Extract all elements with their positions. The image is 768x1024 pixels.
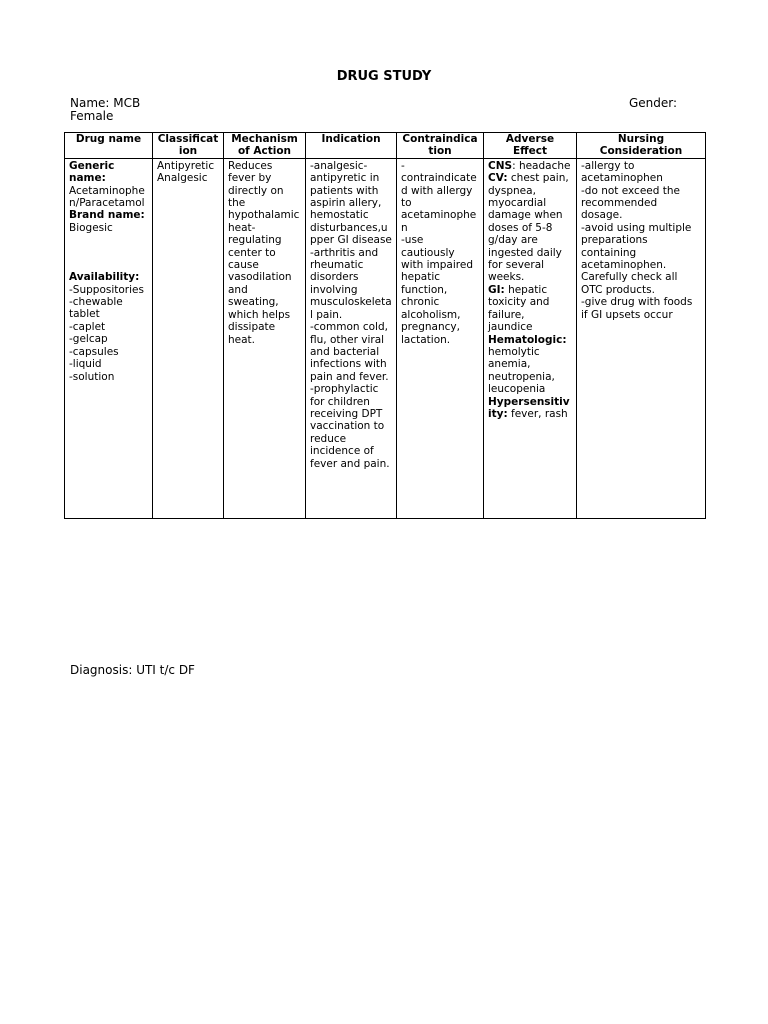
cell-contraindication bbox=[397, 158, 484, 518]
contraindication-item: -use cautiously with impaired hepatic function, chronic alcoholism, pregnancy, lactation. bbox=[401, 234, 473, 346]
indication-item: -arthritis and rheumatic disorders involving musculoskeletal pain. bbox=[310, 246, 392, 321]
page-title: DRUG STUDY bbox=[336, 69, 432, 84]
cv-text: chest pain, dyspnea, myocardial damage when doses of 5-8 g/day are ingested daily for several weeks. bbox=[488, 172, 569, 284]
classification-item: Antipyretic bbox=[157, 159, 215, 172]
gender-label: Gender: bbox=[629, 96, 678, 110]
indication-item: -common cold, flu, other viral and bacterial infections with pain and fever. bbox=[310, 321, 389, 383]
header-classification: Classification bbox=[153, 133, 224, 159]
table-row bbox=[65, 158, 706, 518]
availability-item: -Suppositories bbox=[69, 283, 144, 296]
generic-name-value: Acetaminophen/Paracetamol bbox=[69, 184, 145, 210]
cell-adverse-effect bbox=[484, 158, 577, 518]
gender-value: Female bbox=[70, 109, 114, 123]
cell-classification bbox=[153, 158, 224, 518]
cell-indication bbox=[306, 158, 397, 518]
hematologic-text: hemolytic anemia, neutropenia, leucopenia bbox=[488, 345, 555, 396]
header-adverse-effect: Adverse Effect bbox=[484, 133, 577, 159]
header-contraindication: Contraindication bbox=[397, 133, 484, 159]
nursing-item: -avoid using multiple preparations containing acetaminophen. Carefully check all OTC products. bbox=[581, 221, 692, 296]
cns-text: : headache bbox=[512, 159, 571, 172]
nursing-item: -do not exceed the recommended dosage. bbox=[581, 184, 680, 222]
availability-label: Availability: bbox=[69, 271, 140, 284]
adverse-hypersensitivity bbox=[488, 396, 572, 421]
hypersensitivity-text: fever, rash bbox=[507, 407, 568, 420]
drug-study-table bbox=[64, 132, 706, 519]
cell-mechanism bbox=[224, 158, 306, 518]
classification-item: Analgesic bbox=[157, 172, 208, 185]
nursing-item: -allergy to acetaminophen bbox=[581, 159, 663, 185]
adverse-cns bbox=[488, 160, 572, 172]
cv-label: CV: bbox=[488, 172, 508, 185]
patient-name: Name: MCB bbox=[70, 96, 141, 110]
header-nursing-consideration: Nursing Consideration bbox=[577, 133, 706, 159]
adverse-cv bbox=[488, 172, 572, 284]
table-header-row bbox=[65, 133, 706, 159]
mechanism-text: Reduces fever by directly on the hypothalamic heat-regulating center to cause vasodilation and sweating, which helps dissipate heat. bbox=[228, 159, 300, 346]
generic-name-label: Generic name: bbox=[69, 159, 115, 185]
header-mechanism: Mechanism of Action bbox=[224, 133, 306, 159]
header-drug-name: Drug name bbox=[65, 133, 153, 159]
availability-item: -chewable tablet bbox=[69, 296, 123, 321]
availability-item: -solution bbox=[69, 370, 115, 383]
cell-nursing-consideration bbox=[577, 158, 706, 518]
contraindication-item: -contraindicated with allergy to acetaminophen bbox=[401, 159, 477, 234]
gi-text: hepatic toxicity and failure, jaundice bbox=[488, 283, 550, 334]
nursing-item: -give drug with foods if GI upsets occur bbox=[581, 296, 693, 321]
adverse-hematologic bbox=[488, 334, 572, 396]
hematologic-label: Hematologic: bbox=[488, 333, 567, 346]
header-indication: Indication bbox=[306, 133, 397, 159]
brand-name-label: Brand name: bbox=[69, 209, 145, 222]
indication-item: -analgesic-antipyretic in patients with aspirin allery, hemostatic disturbances,upper GI disease bbox=[310, 159, 392, 247]
hypersensitivity-label: Hypersensitivity: bbox=[488, 395, 570, 420]
availability-item: -capsules bbox=[69, 345, 119, 358]
availability-item: -liquid bbox=[69, 358, 102, 371]
cell-drug-name bbox=[65, 158, 153, 518]
availability-item: -gelcap bbox=[69, 333, 108, 346]
brand-name-value: Biogesic bbox=[69, 221, 113, 234]
adverse-gi bbox=[488, 284, 572, 334]
availability-item: -caplet bbox=[69, 320, 106, 333]
gi-label: GI: bbox=[488, 283, 505, 296]
diagnosis: Diagnosis: UTI t/c DF bbox=[70, 663, 195, 677]
cns-label: CNS bbox=[488, 159, 513, 172]
indication-item: -prophylactic for children receiving DPT vaccination to reduce incidence of fever and pain. bbox=[310, 383, 390, 470]
